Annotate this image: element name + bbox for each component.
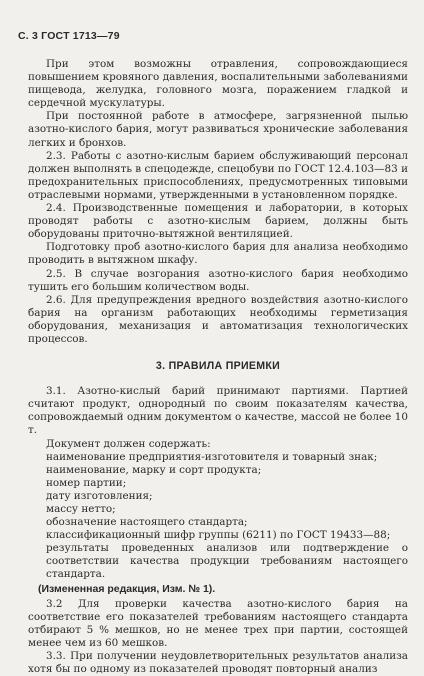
list-item: массу нетто;: [46, 503, 116, 515]
amendment-note: (Измененная редакция, Изм. № 1).: [38, 582, 216, 595]
list-item: обозначение настоящего стандарта;: [46, 516, 248, 529]
list-item: дату изготовления;: [46, 489, 153, 502]
paragraph-3-1: 3.1. Азотно-кислый барий принимают партиями. Партией считают продукт, однородный по своим показателям качества, сопровождаемый одним документом о качестве, массой не более 10 т.: [28, 385, 408, 437]
document-contents-list: [46, 451, 408, 582]
document-body: [28, 58, 408, 676]
document-contents-intro: Документ должен содержать:: [46, 437, 211, 450]
paragraph: При этом возможны отравления, сопровождающиеся повышением кровяного давления, воспалительными заболеваниями пищевода, желудка, головного мозга, поражением гладкой и сердечной мускулатуры.: [28, 58, 408, 110]
page-header: С. 3 ГОСТ 1713—79: [18, 30, 120, 42]
section-title: 3. ПРАВИЛА ПРИЕМКИ: [155, 360, 281, 373]
list-item: наименование предприятия-изготовителя и товарный знак;: [46, 450, 378, 463]
paragraph-2-6: 2.6. Для предупреждения вредного воздействия азотно-кислого бария на организм работающих необходимы герметизация оборудования, механизация и автоматизация технологических процессов.: [28, 293, 408, 345]
paragraph-2-3: 2.3. Работы с азотно-кислым барием обслуживающий персонал должен выполнять в спецодежде, спецобуви по ГОСТ 12.4.103—83 и предохранительных приспособлениях, предусмотренных типовыми отраслевыми нормами, утвержденными в установленном порядке.: [28, 149, 408, 201]
paragraph: При постоянной работе в атмосфере, загрязненной пылью азотно-кислого бария, могут развиваться хронические заболевания легких и бронхов.: [28, 110, 408, 149]
paragraph-2-5: 2.5. В случае возгорания азотно-кислого бария необходимо тушить его большим количеством воды.: [28, 267, 408, 293]
list-item: номер партии;: [46, 476, 127, 489]
paragraph-3-3: 3.3. При получении неудовлетворительных результатов анализа хотя бы по одному из показателей проводят повторный анализ: [28, 650, 408, 676]
list-item: наименование, марку и сорт продукта;: [46, 463, 262, 476]
list-item: классификационный шифр группы (6211) по ГОСТ 19433—88;: [46, 529, 391, 542]
paragraph-2-4: 2.4. Производственные помещения и лаборатории, в которых проводят работы с азотно-кислым барием, должны быть оборудованы приточно-вытяжной вентиляцией.: [28, 202, 408, 241]
paragraph-3-2: 3.2 Для проверки качества азотно-кислого бария на соответствие его показателей требованиям настоящего стандарта отбирают 5 % мешков, но не менее трех при партии, состоящей менее чем из 60 мешков.: [28, 597, 408, 649]
list-item: результаты проведенных анализов или подтверждение о соответствии качества продукции требованиям настоящего стандарта.: [46, 542, 408, 581]
paragraph: Подготовку проб азотно-кислого бария для анализа необходимо проводить в вытяжном шкафу.: [28, 241, 408, 267]
